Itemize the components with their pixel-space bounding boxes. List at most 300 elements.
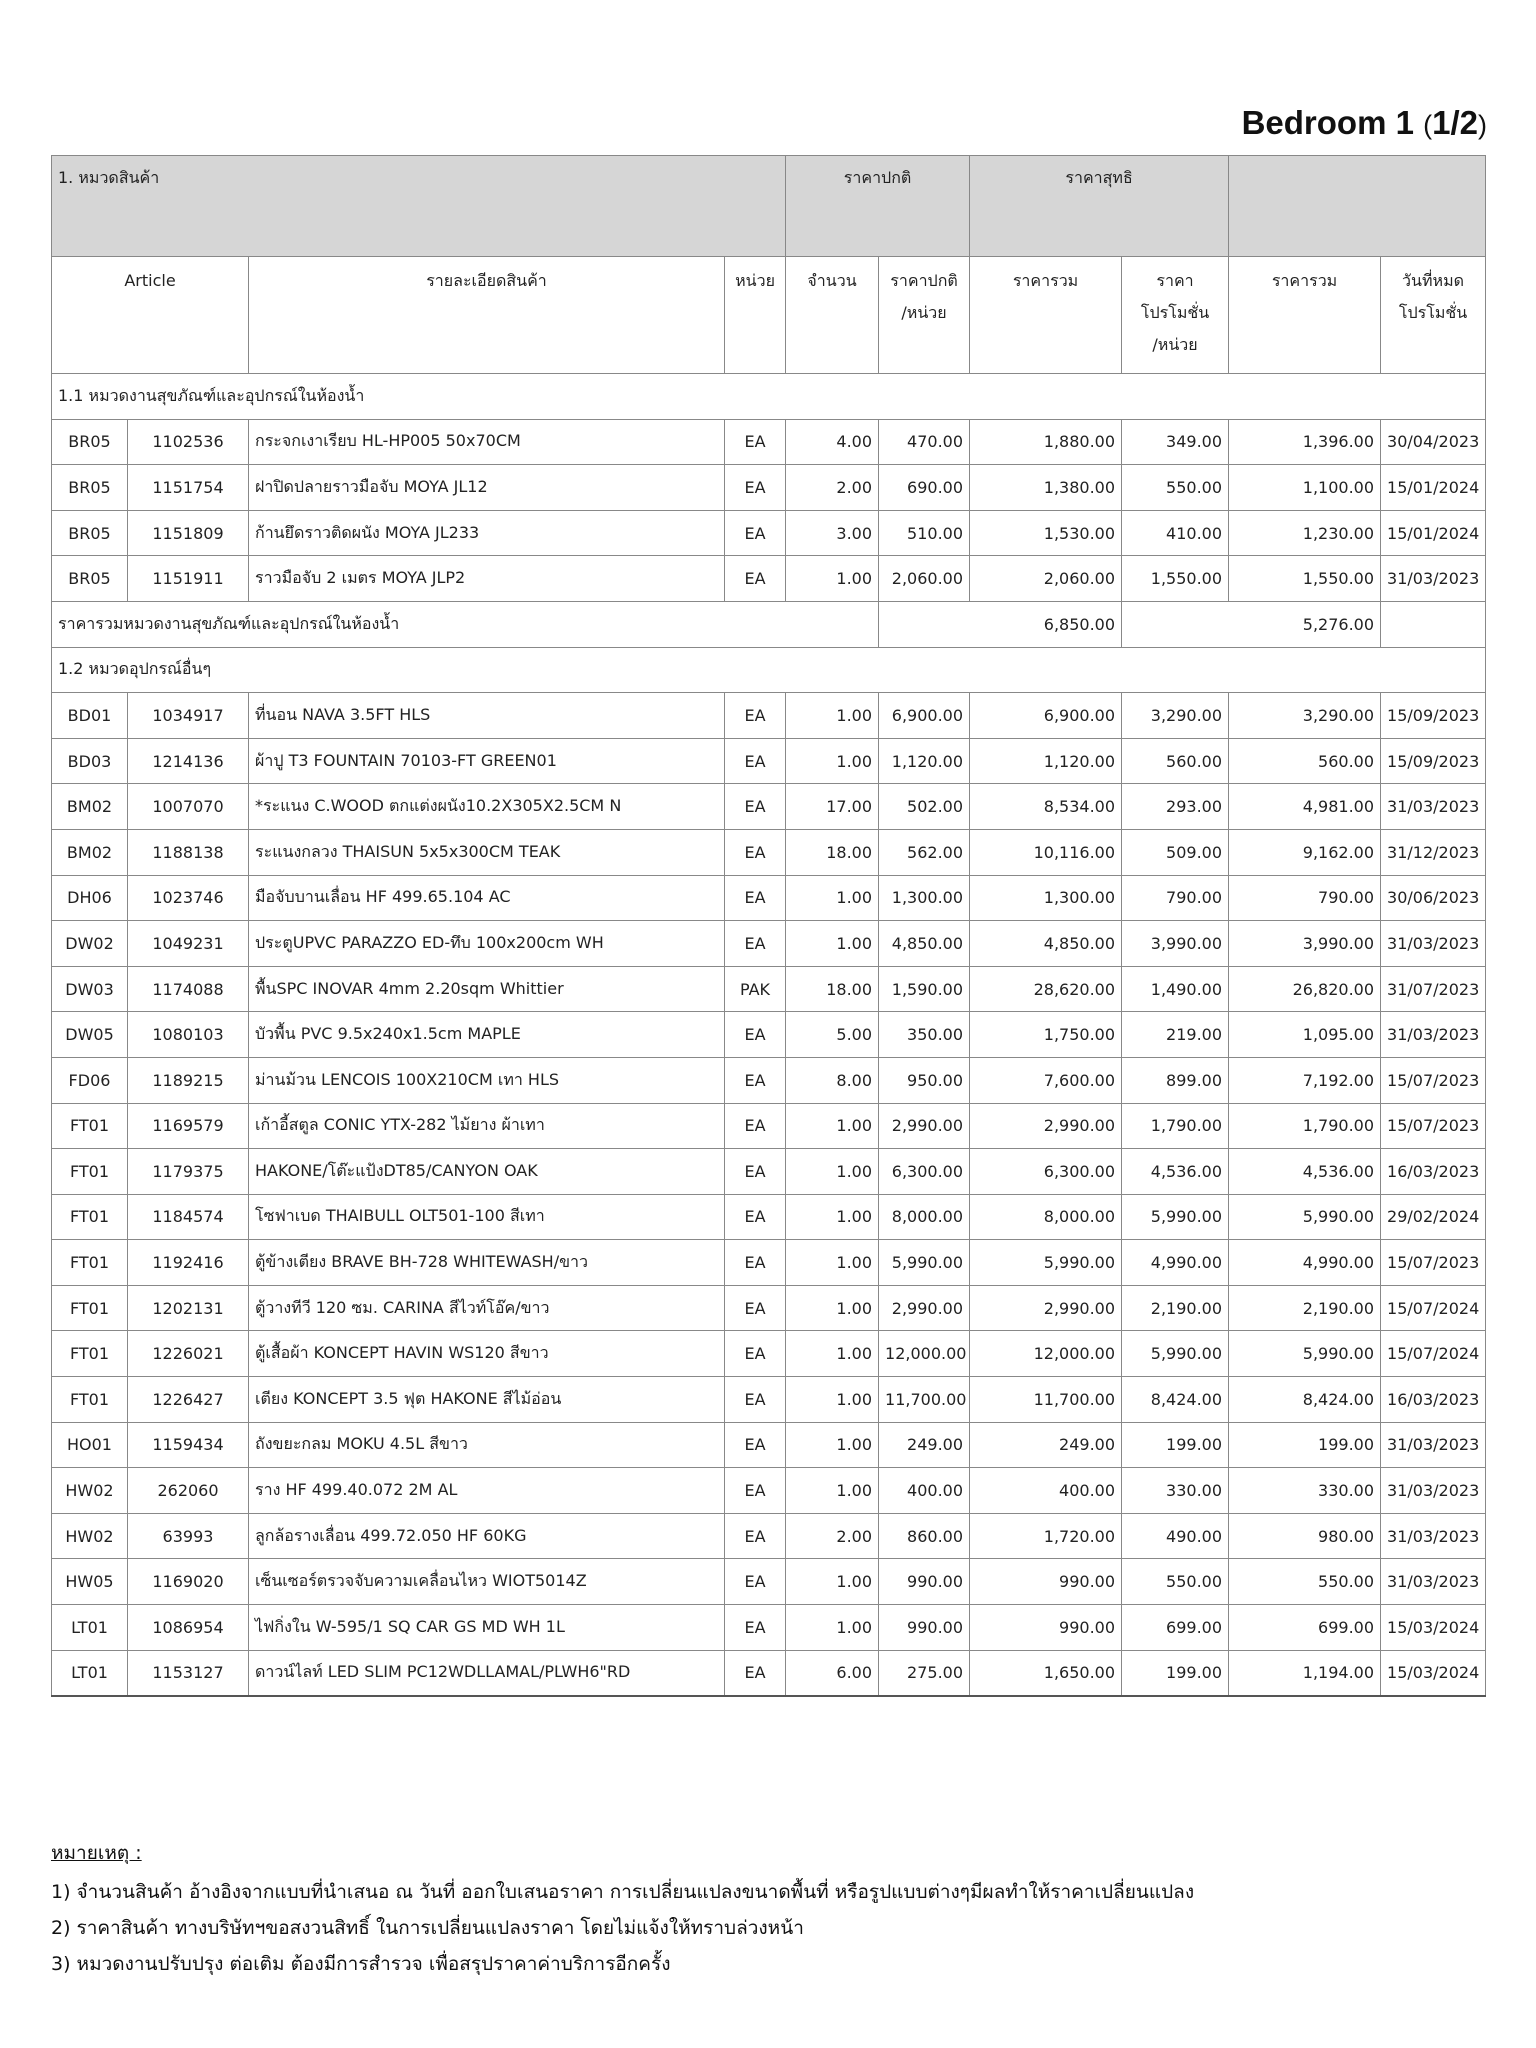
cell-description: ฝาปิดปลายราวมือจับ MOYA JL12 bbox=[249, 465, 725, 511]
cell-promo-end: 31/03/2023 bbox=[1381, 921, 1486, 967]
col-promo-price bbox=[1122, 257, 1229, 374]
cell-promo-end: 15/07/2023 bbox=[1381, 1240, 1486, 1286]
cell-promo-total: 550.00 bbox=[1229, 1559, 1381, 1605]
cell-promo-total: 560.00 bbox=[1229, 738, 1381, 784]
cell-article-no: 1151754 bbox=[128, 465, 249, 511]
cell-promo-end: 15/07/2023 bbox=[1381, 1057, 1486, 1103]
cell-description: ระแนงกลวง THAISUN 5x5x300CM TEAK bbox=[249, 829, 725, 875]
cell-promo-end: 15/07/2024 bbox=[1381, 1331, 1486, 1377]
cell-category-code: FT01 bbox=[52, 1103, 128, 1149]
cell-total: 1,880.00 bbox=[970, 419, 1122, 465]
cell-unit: EA bbox=[725, 1422, 786, 1468]
cell-total: 990.00 bbox=[970, 1559, 1122, 1605]
header-category: 1. หมวดสินค้า bbox=[52, 156, 786, 257]
cell-unit-price: 5,990.00 bbox=[879, 1240, 970, 1286]
table-row bbox=[52, 1331, 1486, 1377]
cell-qty: 1.00 bbox=[786, 1377, 879, 1423]
cell-description: ตู้ข้างเตียง BRAVE BH-728 WHITEWASH/ขาว bbox=[249, 1240, 725, 1286]
cell-promo-price: 699.00 bbox=[1122, 1605, 1229, 1651]
cell-promo-total: 3,990.00 bbox=[1229, 921, 1381, 967]
cell-promo-price: 199.00 bbox=[1122, 1650, 1229, 1696]
cell-unit: EA bbox=[725, 693, 786, 739]
cell-category-code: FT01 bbox=[52, 1377, 128, 1423]
cell-unit: EA bbox=[725, 1513, 786, 1559]
cell-qty: 6.00 bbox=[786, 1650, 879, 1696]
cell-unit: EA bbox=[725, 1149, 786, 1195]
table-row bbox=[52, 1103, 1486, 1149]
cell-article-no: 1202131 bbox=[128, 1285, 249, 1331]
notes bbox=[51, 1838, 1194, 1978]
cell-total: 990.00 bbox=[970, 1605, 1122, 1651]
cell-total: 249.00 bbox=[970, 1422, 1122, 1468]
cell-unit: PAK bbox=[725, 966, 786, 1012]
cell-unit: EA bbox=[725, 556, 786, 602]
col-unit-price bbox=[879, 257, 970, 374]
cell-promo-total: 5,990.00 bbox=[1229, 1331, 1381, 1377]
title-paren-close: ) bbox=[1478, 110, 1487, 140]
cell-promo-end: 15/07/2024 bbox=[1381, 1285, 1486, 1331]
cell-description: กระจกเงาเรียบ HL-HP005 50x70CM bbox=[249, 419, 725, 465]
cell-total: 1,300.00 bbox=[970, 875, 1122, 921]
cell-unit: EA bbox=[725, 1240, 786, 1286]
cell-total: 10,116.00 bbox=[970, 829, 1122, 875]
table-row bbox=[52, 921, 1486, 967]
cell-description: ลูกล้อรางเลื่อน 499.72.050 HF 60KG bbox=[249, 1513, 725, 1559]
cell-description: ดาวน์ไลท์ LED SLIM PC12WDLLAMAL/PLWH6"RD bbox=[249, 1650, 725, 1696]
cell-promo-end: 15/03/2024 bbox=[1381, 1650, 1486, 1696]
cell-promo-end: 31/03/2023 bbox=[1381, 556, 1486, 602]
cell-unit: EA bbox=[725, 1468, 786, 1514]
cell-category-code: BD03 bbox=[52, 738, 128, 784]
cell-qty: 1.00 bbox=[786, 1468, 879, 1514]
cell-category-code: FT01 bbox=[52, 1240, 128, 1286]
table-row bbox=[52, 875, 1486, 921]
cell-total: 1,530.00 bbox=[970, 510, 1122, 556]
cell-total: 28,620.00 bbox=[970, 966, 1122, 1012]
cell-promo-total: 1,100.00 bbox=[1229, 465, 1381, 511]
cell-description: เตียง KONCEPT 3.5 ฟุต HAKONE สีไม้อ่อน bbox=[249, 1377, 725, 1423]
cell-unit: EA bbox=[725, 784, 786, 830]
cell-qty: 18.00 bbox=[786, 829, 879, 875]
cell-promo-total: 1,095.00 bbox=[1229, 1012, 1381, 1058]
cell-promo-total: 1,790.00 bbox=[1229, 1103, 1381, 1149]
table-row bbox=[52, 1650, 1486, 1696]
cell-promo-end: 29/02/2024 bbox=[1381, 1194, 1486, 1240]
cell-unit: EA bbox=[725, 1285, 786, 1331]
cell-qty: 1.00 bbox=[786, 1285, 879, 1331]
cell-promo-price: 5,990.00 bbox=[1122, 1194, 1229, 1240]
cell-qty: 1.00 bbox=[786, 556, 879, 602]
cell-unit-price: 2,990.00 bbox=[879, 1285, 970, 1331]
cell-promo-total: 980.00 bbox=[1229, 1513, 1381, 1559]
cell-unit: EA bbox=[725, 829, 786, 875]
cell-total: 1,720.00 bbox=[970, 1513, 1122, 1559]
cell-promo-price: 560.00 bbox=[1122, 738, 1229, 784]
cell-unit: EA bbox=[725, 921, 786, 967]
cell-article-no: 1007070 bbox=[128, 784, 249, 830]
cell-qty: 1.00 bbox=[786, 738, 879, 784]
table-row bbox=[52, 829, 1486, 875]
cell-article-no: 1049231 bbox=[128, 921, 249, 967]
col-total: ราคารวม bbox=[970, 257, 1122, 374]
cell-promo-total: 4,990.00 bbox=[1229, 1240, 1381, 1286]
cell-qty: 5.00 bbox=[786, 1012, 879, 1058]
header-empty bbox=[1229, 156, 1486, 257]
cell-total: 2,060.00 bbox=[970, 556, 1122, 602]
cell-description: บัวพื้น PVC 9.5x240x1.5cm MAPLE bbox=[249, 1012, 725, 1058]
cell-article-no: 1151911 bbox=[128, 556, 249, 602]
cell-category-code: BR05 bbox=[52, 419, 128, 465]
cell-unit-price: 2,990.00 bbox=[879, 1103, 970, 1149]
cell-category-code: DH06 bbox=[52, 875, 128, 921]
cell-promo-price: 509.00 bbox=[1122, 829, 1229, 875]
cell-article-no: 1159434 bbox=[128, 1422, 249, 1468]
col-promo-price-l3: /หน่วย bbox=[1152, 335, 1198, 354]
cell-unit: EA bbox=[725, 875, 786, 921]
cell-promo-total: 330.00 bbox=[1229, 1468, 1381, 1514]
cell-promo-total: 699.00 bbox=[1229, 1605, 1381, 1651]
cell-promo-total: 26,820.00 bbox=[1229, 966, 1381, 1012]
cell-promo-end: 15/03/2024 bbox=[1381, 1605, 1486, 1651]
cell-description: เซ็นเซอร์ตรวจจับความเคลื่อนไหว WIOT5014Z bbox=[249, 1559, 725, 1605]
cell-total: 8,000.00 bbox=[970, 1194, 1122, 1240]
cell-unit-price: 562.00 bbox=[879, 829, 970, 875]
cell-promo-end: 31/03/2023 bbox=[1381, 1468, 1486, 1514]
note-line-3: 3) หมวดงานปรับปรุง ต่อเติม ต้องมีการสำรวจ เพื่อสรุปราคาค่าบริการอีกครั้ง bbox=[51, 1953, 671, 1975]
cell-promo-price: 349.00 bbox=[1122, 419, 1229, 465]
cell-total: 400.00 bbox=[970, 1468, 1122, 1514]
cell-unit-price: 11,700.00 bbox=[879, 1377, 970, 1423]
table-row bbox=[52, 1605, 1486, 1651]
cell-qty: 1.00 bbox=[786, 1605, 879, 1651]
cell-description: ราง HF 499.40.072 2M AL bbox=[249, 1468, 725, 1514]
cell-promo-end: 30/06/2023 bbox=[1381, 875, 1486, 921]
cell-promo-price: 5,990.00 bbox=[1122, 1331, 1229, 1377]
cell-qty: 1.00 bbox=[786, 693, 879, 739]
cell-category-code: DW02 bbox=[52, 921, 128, 967]
cell-unit: EA bbox=[725, 465, 786, 511]
cell-promo-total: 8,424.00 bbox=[1229, 1377, 1381, 1423]
cell-promo-price: 199.00 bbox=[1122, 1422, 1229, 1468]
cell-description: ไฟกิ่งใน W-595/1 SQ CAR GS MD WH 1L bbox=[249, 1605, 725, 1651]
cell-total: 2,990.00 bbox=[970, 1285, 1122, 1331]
table-row bbox=[52, 465, 1486, 511]
col-promo-price-l2: โปรโมชั่น bbox=[1140, 303, 1210, 322]
cell-category-code: FT01 bbox=[52, 1194, 128, 1240]
col-promo-total: ราคารวม bbox=[1229, 257, 1381, 374]
cell-total: 1,120.00 bbox=[970, 738, 1122, 784]
cell-promo-total: 790.00 bbox=[1229, 875, 1381, 921]
cell-qty: 1.00 bbox=[786, 1422, 879, 1468]
cell-qty: 1.00 bbox=[786, 1194, 879, 1240]
cell-unit: EA bbox=[725, 1103, 786, 1149]
cell-total: 4,850.00 bbox=[970, 921, 1122, 967]
table-row bbox=[52, 1285, 1486, 1331]
cell-qty: 1.00 bbox=[786, 1240, 879, 1286]
cell-total: 12,000.00 bbox=[970, 1331, 1122, 1377]
table-row bbox=[52, 1377, 1486, 1423]
cell-qty: 1.00 bbox=[786, 1149, 879, 1195]
cell-total: 8,534.00 bbox=[970, 784, 1122, 830]
cell-article-no: 1174088 bbox=[128, 966, 249, 1012]
table-row bbox=[52, 1194, 1486, 1240]
cell-category-code: FT01 bbox=[52, 1285, 128, 1331]
cell-qty: 8.00 bbox=[786, 1057, 879, 1103]
cell-article-no: 1169020 bbox=[128, 1559, 249, 1605]
cell-promo-total: 7,192.00 bbox=[1229, 1057, 1381, 1103]
cell-promo-end: 16/03/2023 bbox=[1381, 1149, 1486, 1195]
cell-promo-price: 790.00 bbox=[1122, 875, 1229, 921]
cell-total: 7,600.00 bbox=[970, 1057, 1122, 1103]
cell-unit-price: 2,060.00 bbox=[879, 556, 970, 602]
table-row bbox=[52, 1559, 1486, 1605]
cell-article-no: 1226427 bbox=[128, 1377, 249, 1423]
table-row bbox=[52, 1149, 1486, 1195]
cell-article-no: 262060 bbox=[128, 1468, 249, 1514]
cell-article-no: 1188138 bbox=[128, 829, 249, 875]
cell-description: ตู้เสื้อผ้า KONCEPT HAVIN WS120 สีขาว bbox=[249, 1331, 725, 1377]
cell-article-no: 1153127 bbox=[128, 1650, 249, 1696]
subtotal-empty bbox=[1381, 601, 1486, 647]
cell-unit-price: 990.00 bbox=[879, 1605, 970, 1651]
cell-promo-end: 31/03/2023 bbox=[1381, 1559, 1486, 1605]
cell-unit: EA bbox=[725, 1331, 786, 1377]
cell-qty: 1.00 bbox=[786, 921, 879, 967]
cell-promo-total: 4,981.00 bbox=[1229, 784, 1381, 830]
cell-promo-end: 16/03/2023 bbox=[1381, 1377, 1486, 1423]
cell-category-code: BR05 bbox=[52, 510, 128, 556]
title-paren-open: ( bbox=[1423, 110, 1433, 140]
cell-unit-price: 690.00 bbox=[879, 465, 970, 511]
cell-total: 11,700.00 bbox=[970, 1377, 1122, 1423]
cell-total: 1,380.00 bbox=[970, 465, 1122, 511]
cell-promo-total: 1,396.00 bbox=[1229, 419, 1381, 465]
cell-description: ก้านยึดราวติดผนัง MOYA JL233 bbox=[249, 510, 725, 556]
cell-promo-price: 899.00 bbox=[1122, 1057, 1229, 1103]
cell-total: 1,650.00 bbox=[970, 1650, 1122, 1696]
notes-title: หมายเหตุ : bbox=[51, 1842, 142, 1864]
cell-category-code: FD06 bbox=[52, 1057, 128, 1103]
cell-total: 2,990.00 bbox=[970, 1103, 1122, 1149]
cell-promo-price: 410.00 bbox=[1122, 510, 1229, 556]
table-row bbox=[52, 784, 1486, 830]
cell-category-code: BR05 bbox=[52, 465, 128, 511]
cell-promo-price: 3,290.00 bbox=[1122, 693, 1229, 739]
subtotal-row bbox=[52, 601, 1486, 647]
cell-unit-price: 400.00 bbox=[879, 1468, 970, 1514]
section-title-row bbox=[52, 647, 1486, 693]
table-row bbox=[52, 693, 1486, 739]
cell-article-no: 1102536 bbox=[128, 419, 249, 465]
section-title: 1.2 หมวดอุปกรณ์อื่นๆ bbox=[52, 647, 1486, 693]
cell-unit-price: 502.00 bbox=[879, 784, 970, 830]
cell-promo-price: 550.00 bbox=[1122, 465, 1229, 511]
table-row bbox=[52, 1422, 1486, 1468]
cell-promo-price: 8,424.00 bbox=[1122, 1377, 1229, 1423]
col-detail: รายละเอียดสินค้า bbox=[249, 257, 725, 374]
cell-unit: EA bbox=[725, 1377, 786, 1423]
cell-description: เก้าอี้สตูล CONIC YTX-282 ไม้ยาง ผ้าเทา bbox=[249, 1103, 725, 1149]
col-qty: จำนวน bbox=[786, 257, 879, 374]
cell-article-no: 1023746 bbox=[128, 875, 249, 921]
cell-promo-price: 330.00 bbox=[1122, 1468, 1229, 1514]
cell-promo-price: 1,490.00 bbox=[1122, 966, 1229, 1012]
table-row bbox=[52, 510, 1486, 556]
cell-unit: EA bbox=[725, 1012, 786, 1058]
cell-description: *ระแนง C.WOOD ตกแต่งผนัง10.2X305X2.5CM N bbox=[249, 784, 725, 830]
cell-total: 1,750.00 bbox=[970, 1012, 1122, 1058]
cell-unit-price: 8,000.00 bbox=[879, 1194, 970, 1240]
cell-unit-price: 1,120.00 bbox=[879, 738, 970, 784]
col-promo-end bbox=[1381, 257, 1486, 374]
header-row-columns bbox=[52, 257, 1486, 374]
table-row bbox=[52, 1057, 1486, 1103]
cell-promo-price: 490.00 bbox=[1122, 1513, 1229, 1559]
cell-article-no: 1214136 bbox=[128, 738, 249, 784]
header-row-group bbox=[52, 156, 1486, 257]
cell-promo-price: 1,550.00 bbox=[1122, 556, 1229, 602]
cell-category-code: HO01 bbox=[52, 1422, 128, 1468]
cell-unit-price: 6,300.00 bbox=[879, 1149, 970, 1195]
cell-article-no: 1151809 bbox=[128, 510, 249, 556]
cell-qty: 3.00 bbox=[786, 510, 879, 556]
cell-promo-end: 31/12/2023 bbox=[1381, 829, 1486, 875]
cell-qty: 1.00 bbox=[786, 1559, 879, 1605]
cell-unit-price: 350.00 bbox=[879, 1012, 970, 1058]
cell-promo-end: 15/01/2024 bbox=[1381, 465, 1486, 511]
cell-promo-total: 9,162.00 bbox=[1229, 829, 1381, 875]
cell-article-no: 63993 bbox=[128, 1513, 249, 1559]
subtotal-net: 5,276.00 bbox=[1122, 601, 1381, 647]
cell-unit-price: 1,300.00 bbox=[879, 875, 970, 921]
cell-promo-price: 293.00 bbox=[1122, 784, 1229, 830]
cell-unit: EA bbox=[725, 419, 786, 465]
cell-promo-price: 219.00 bbox=[1122, 1012, 1229, 1058]
cell-unit-price: 950.00 bbox=[879, 1057, 970, 1103]
cell-promo-end: 31/03/2023 bbox=[1381, 1513, 1486, 1559]
cell-category-code: DW03 bbox=[52, 966, 128, 1012]
cell-category-code: LT01 bbox=[52, 1605, 128, 1651]
cell-article-no: 1184574 bbox=[128, 1194, 249, 1240]
cell-category-code: FT01 bbox=[52, 1149, 128, 1195]
cell-promo-end: 15/01/2024 bbox=[1381, 510, 1486, 556]
cell-category-code: HW05 bbox=[52, 1559, 128, 1605]
cell-qty: 17.00 bbox=[786, 784, 879, 830]
cell-description: ที่นอน NAVA 3.5FT HLS bbox=[249, 693, 725, 739]
cell-promo-price: 4,536.00 bbox=[1122, 1149, 1229, 1195]
col-unit: หน่วย bbox=[725, 257, 786, 374]
cell-description: HAKONE/โต๊ะแป้งDT85/CANYON OAK bbox=[249, 1149, 725, 1195]
table-row bbox=[52, 1513, 1486, 1559]
cell-promo-end: 31/03/2023 bbox=[1381, 1422, 1486, 1468]
cell-promo-price: 1,790.00 bbox=[1122, 1103, 1229, 1149]
cell-category-code: BD01 bbox=[52, 693, 128, 739]
col-article: Article bbox=[52, 257, 249, 374]
cell-unit: EA bbox=[725, 510, 786, 556]
cell-qty: 1.00 bbox=[786, 1331, 879, 1377]
cell-article-no: 1086954 bbox=[128, 1605, 249, 1651]
cell-promo-end: 15/09/2023 bbox=[1381, 738, 1486, 784]
cell-promo-price: 550.00 bbox=[1122, 1559, 1229, 1605]
cell-unit-price: 470.00 bbox=[879, 419, 970, 465]
cell-qty: 4.00 bbox=[786, 419, 879, 465]
cell-description: ผ้าปู T3 FOUNTAIN 70103-FT GREEN01 bbox=[249, 738, 725, 784]
cell-description: ถังขยะกลม MOKU 4.5L สีขาว bbox=[249, 1422, 725, 1468]
table-row bbox=[52, 1468, 1486, 1514]
col-unit-price-l1: ราคาปกติ bbox=[890, 271, 958, 290]
cell-promo-total: 199.00 bbox=[1229, 1422, 1381, 1468]
table-row bbox=[52, 738, 1486, 784]
cell-promo-end: 31/03/2023 bbox=[1381, 1012, 1486, 1058]
cell-total: 6,900.00 bbox=[970, 693, 1122, 739]
col-unit-price-l2: /หน่วย bbox=[901, 303, 947, 322]
cell-article-no: 1192416 bbox=[128, 1240, 249, 1286]
cell-promo-end: 15/07/2023 bbox=[1381, 1103, 1486, 1149]
cell-description: โซฟาเบด THAIBULL OLT501-100 สีเทา bbox=[249, 1194, 725, 1240]
cell-article-no: 1080103 bbox=[128, 1012, 249, 1058]
cell-unit-price: 510.00 bbox=[879, 510, 970, 556]
cell-unit-price: 990.00 bbox=[879, 1559, 970, 1605]
cell-category-code: FT01 bbox=[52, 1331, 128, 1377]
col-promo-end-l1: วันที่หมด bbox=[1402, 271, 1464, 290]
cell-unit-price: 4,850.00 bbox=[879, 921, 970, 967]
cell-article-no: 1179375 bbox=[128, 1149, 249, 1195]
note-line-2: 2) ราคาสินค้า ทางบริษัทฯขอสงวนสิทธิ์ ในการเปลี่ยนแปลงราคา โดยไม่แจ้งให้ทราบล่วงหน้า bbox=[51, 1917, 804, 1939]
cell-promo-total: 1,194.00 bbox=[1229, 1650, 1381, 1696]
cell-unit-price: 12,000.00 bbox=[879, 1331, 970, 1377]
table-row bbox=[52, 966, 1486, 1012]
cell-unit-price: 249.00 bbox=[879, 1422, 970, 1468]
cell-promo-end: 31/03/2023 bbox=[1381, 784, 1486, 830]
cell-total: 5,990.00 bbox=[970, 1240, 1122, 1286]
table-row bbox=[52, 1240, 1486, 1286]
cell-promo-total: 5,990.00 bbox=[1229, 1194, 1381, 1240]
note-line-1: 1) จำนวนสินค้า อ้างอิงจากแบบที่นำเสนอ ณ วันที่ ออกใบเสนอราคา การเปลี่ยนแปลงขนาดพื้นที่ หรือรูปแบบต่างๆมีผลทำให้ราคาเปลี่ยนแปลง bbox=[51, 1881, 1195, 1903]
cell-qty: 1.00 bbox=[786, 875, 879, 921]
cell-promo-price: 4,990.00 bbox=[1122, 1240, 1229, 1286]
cell-unit: EA bbox=[725, 1650, 786, 1696]
cell-promo-total: 4,536.00 bbox=[1229, 1149, 1381, 1195]
cell-unit-price: 275.00 bbox=[879, 1650, 970, 1696]
quotation-table bbox=[51, 155, 1486, 1697]
cell-article-no: 1226021 bbox=[128, 1331, 249, 1377]
cell-promo-total: 2,190.00 bbox=[1229, 1285, 1381, 1331]
page-title bbox=[1242, 104, 1487, 142]
cell-category-code: BM02 bbox=[52, 784, 128, 830]
cell-unit-price: 860.00 bbox=[879, 1513, 970, 1559]
cell-promo-total: 1,550.00 bbox=[1229, 556, 1381, 602]
subtotal-normal: 6,850.00 bbox=[879, 601, 1122, 647]
cell-description: มือจับบานเลื่อน HF 499.65.104 AC bbox=[249, 875, 725, 921]
cell-description: ม่านม้วน LENCOIS 100X210CM เทา HLS bbox=[249, 1057, 725, 1103]
cell-unit: EA bbox=[725, 1605, 786, 1651]
cell-article-no: 1034917 bbox=[128, 693, 249, 739]
header-normal-price: ราคาปกติ bbox=[786, 156, 970, 257]
section-title-row bbox=[52, 374, 1486, 420]
cell-category-code: LT01 bbox=[52, 1650, 128, 1696]
cell-promo-total: 3,290.00 bbox=[1229, 693, 1381, 739]
col-promo-price-l1: ราคา bbox=[1156, 271, 1194, 290]
cell-qty: 1.00 bbox=[786, 1103, 879, 1149]
cell-description: ราวมือจับ 2 เมตร MOYA JLP2 bbox=[249, 556, 725, 602]
cell-unit: EA bbox=[725, 1559, 786, 1605]
cell-article-no: 1189215 bbox=[128, 1057, 249, 1103]
cell-unit: EA bbox=[725, 1057, 786, 1103]
header-net-price: ราคาสุทธิ bbox=[970, 156, 1229, 257]
cell-unit-price: 6,900.00 bbox=[879, 693, 970, 739]
cell-unit: EA bbox=[725, 1194, 786, 1240]
cell-description: ตู้วางทีวี 120 ซม. CARINA สีไวท์โอ๊ค/ขาว bbox=[249, 1285, 725, 1331]
